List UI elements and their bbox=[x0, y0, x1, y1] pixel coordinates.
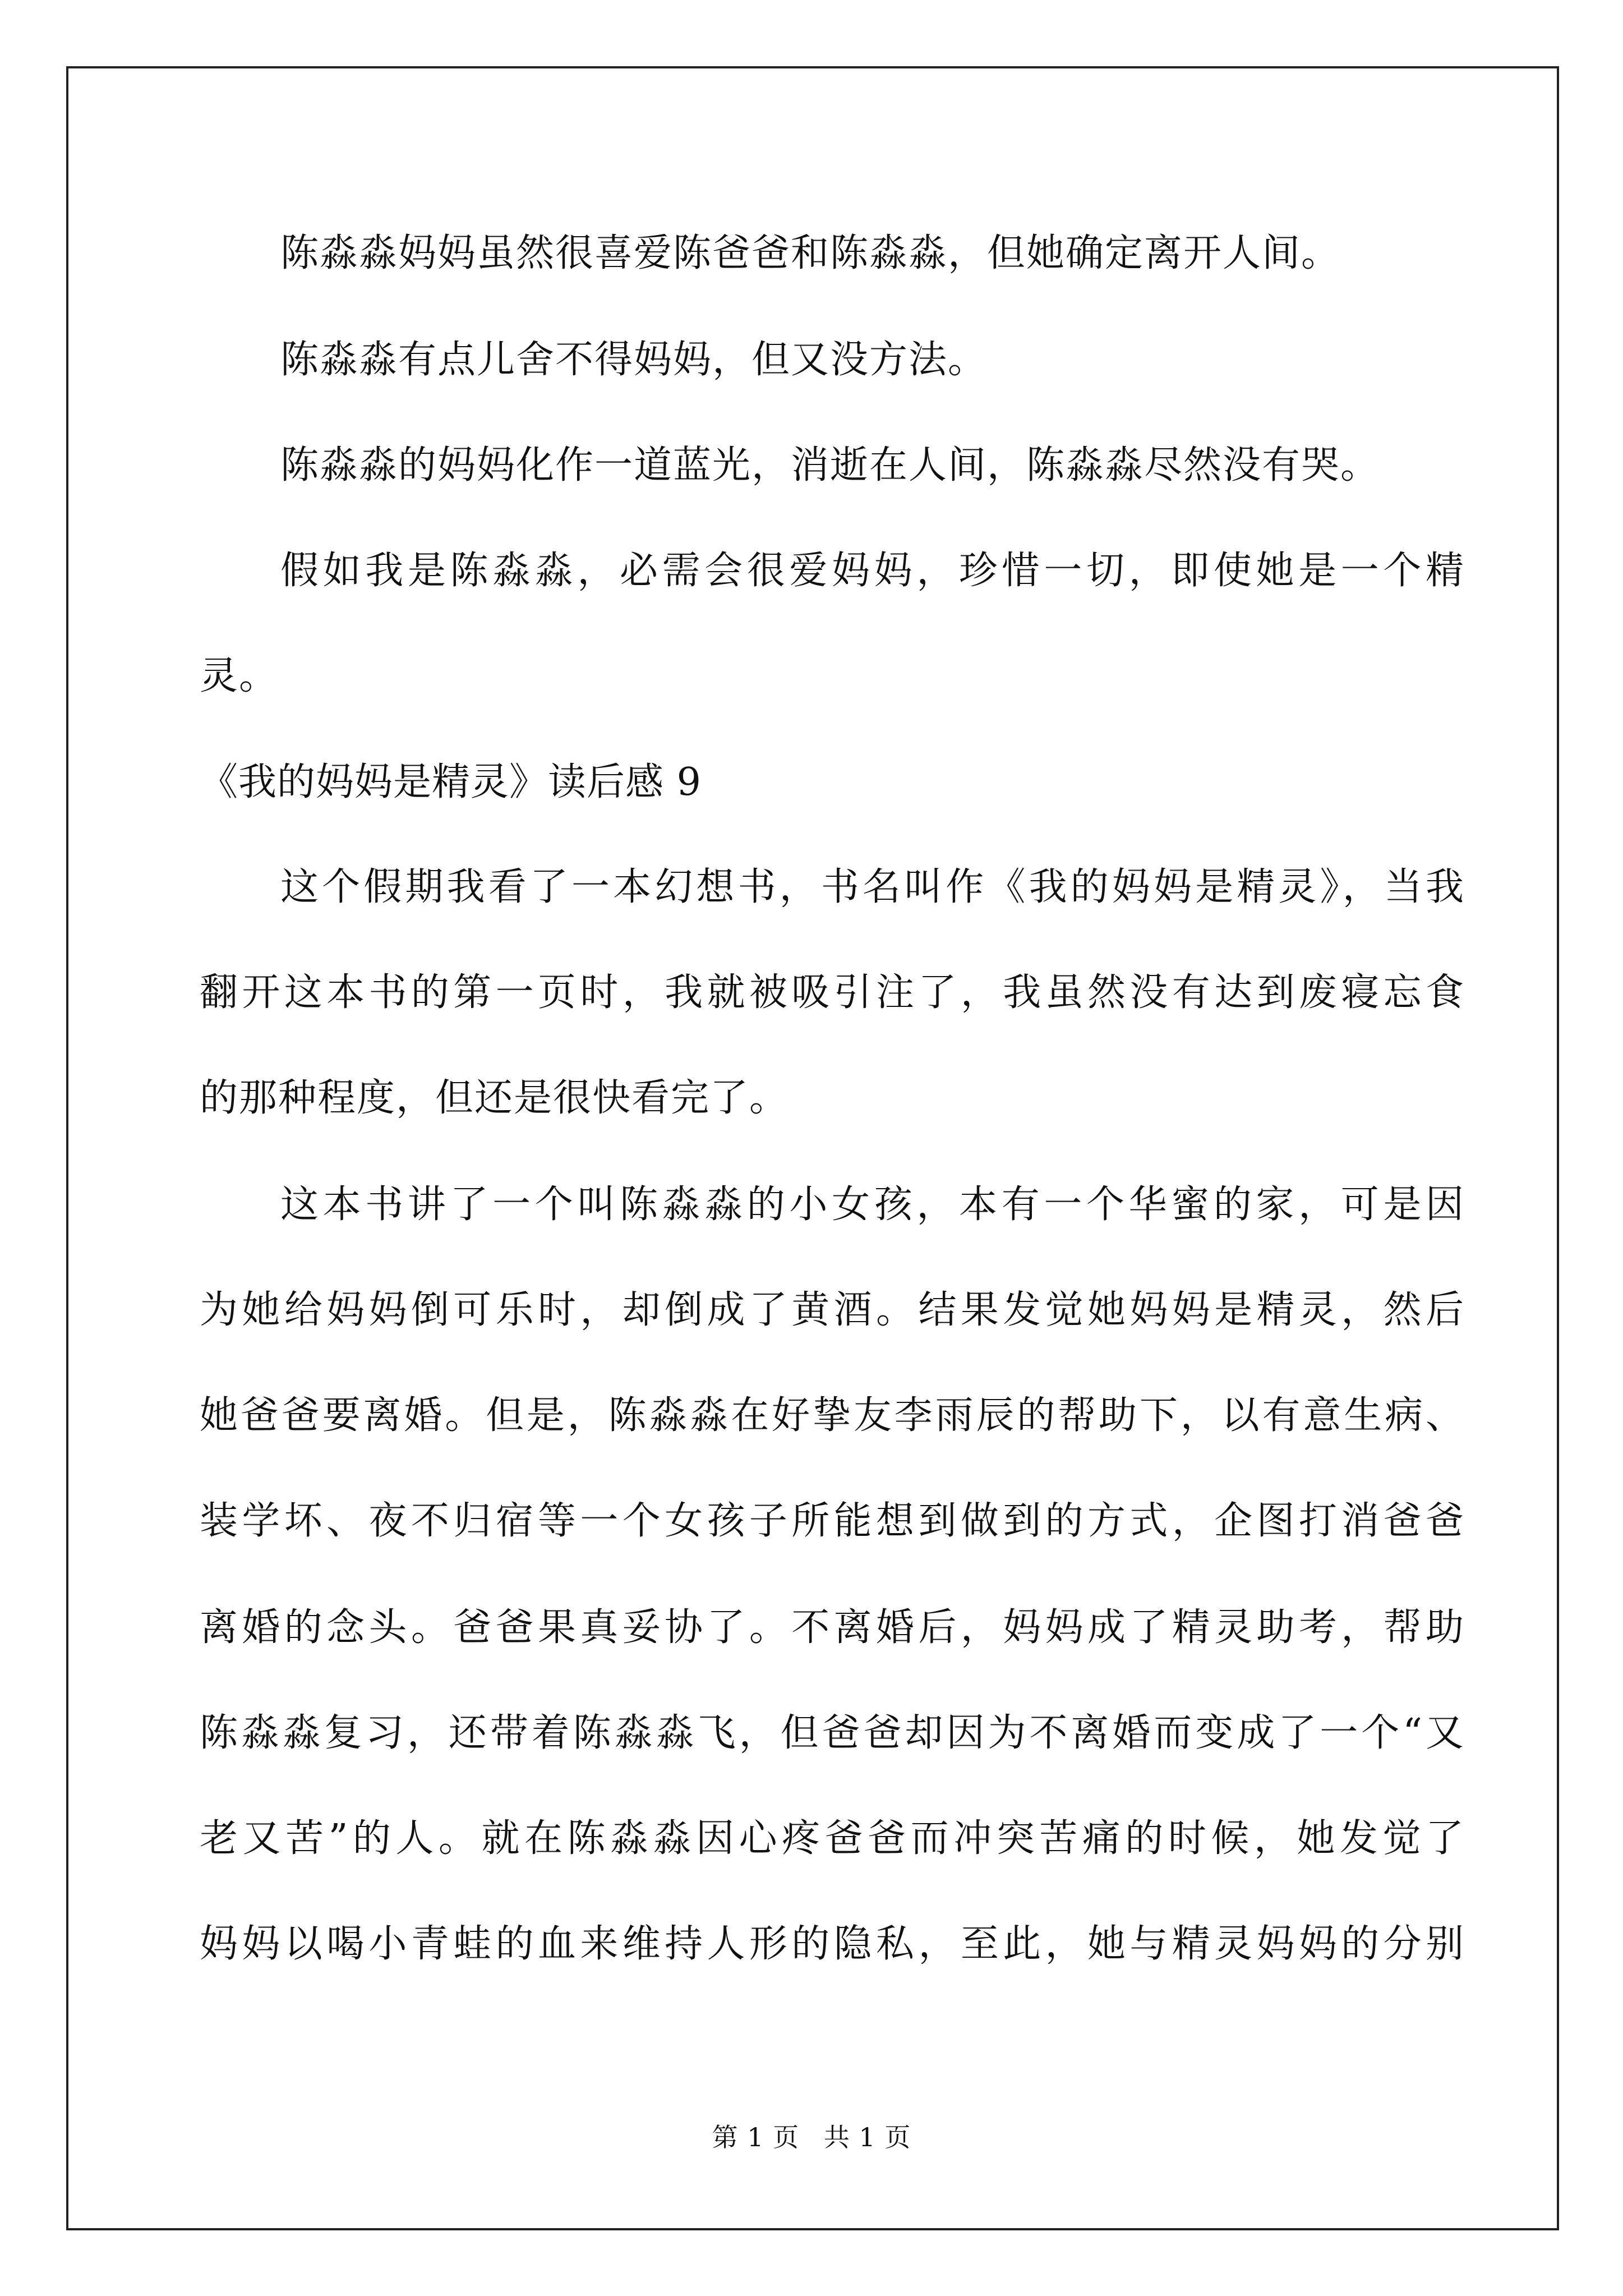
page-total: 共 1 页 bbox=[823, 2122, 911, 2152]
text-line: 她爸爸要离婚。但是，陈淼淼在好挚友李雨辰的帮助下，以有意生病、 bbox=[200, 1393, 1465, 1438]
text-line: 为她给妈妈倒可乐时，却倒成了黄酒。结果发觉她妈妈是精灵，然后 bbox=[200, 1288, 1465, 1332]
text-line: 装学坏、夜不归宿等一个女孩子所能想到做到的方式，企图打消爸爸 bbox=[200, 1499, 1465, 1543]
text-line: 老又苦”的人。就在陈淼淼因心疼爸爸而冲突苦痛的时候，她发觉了 bbox=[200, 1816, 1465, 1861]
text-line: 这个假期我看了一本幻想书，书名叫作《我的妈妈是精灵》，当我 bbox=[280, 865, 1465, 909]
text-line: 的那种程度，但还是很快看完了。 bbox=[200, 1076, 789, 1120]
text-line: 翻开这本书的第一页时，我就被吸引注了，我虽然没有达到废寝忘食 bbox=[200, 970, 1465, 1015]
text-line: 假如我是陈淼淼，必需会很爱妈妈，珍惜一切，即使她是一个精 bbox=[280, 549, 1465, 593]
text-line: 离婚的念头。爸爸果真妥协了。不离婚后，妈妈成了精灵助考，帮助 bbox=[200, 1605, 1465, 1650]
page-border bbox=[66, 66, 1559, 2230]
text-line: 陈淼淼妈妈虽然很喜爱陈爸爸和陈淼淼，但她确定离开人间。 bbox=[280, 231, 1341, 275]
text-line: 陈淼淼的妈妈化作一道蓝光，消逝在人间，陈淼淼尽然没有哭。 bbox=[280, 443, 1380, 487]
page-footer bbox=[0, 2122, 1623, 2153]
text-line: 陈淼淼复习，还带着陈淼淼飞，但爸爸却因为不离婚而变成了一个“又 bbox=[200, 1711, 1465, 1755]
text-line: 灵。 bbox=[200, 654, 279, 698]
page-number: 第 1 页 bbox=[712, 2122, 800, 2152]
text-line: 这本书讲了一个叫陈淼淼的小女孩，本有一个华蜜的家，可是因 bbox=[280, 1182, 1465, 1227]
text-line: 妈妈以喝小青蛙的血来维持人形的隐私，至此，她与精灵妈妈的分别 bbox=[200, 1922, 1465, 1966]
section-heading: 《我的妈妈是精灵》读后感 9 bbox=[200, 760, 702, 804]
text-line: 陈淼淼有点儿舍不得妈妈，但又没方法。 bbox=[280, 338, 988, 382]
